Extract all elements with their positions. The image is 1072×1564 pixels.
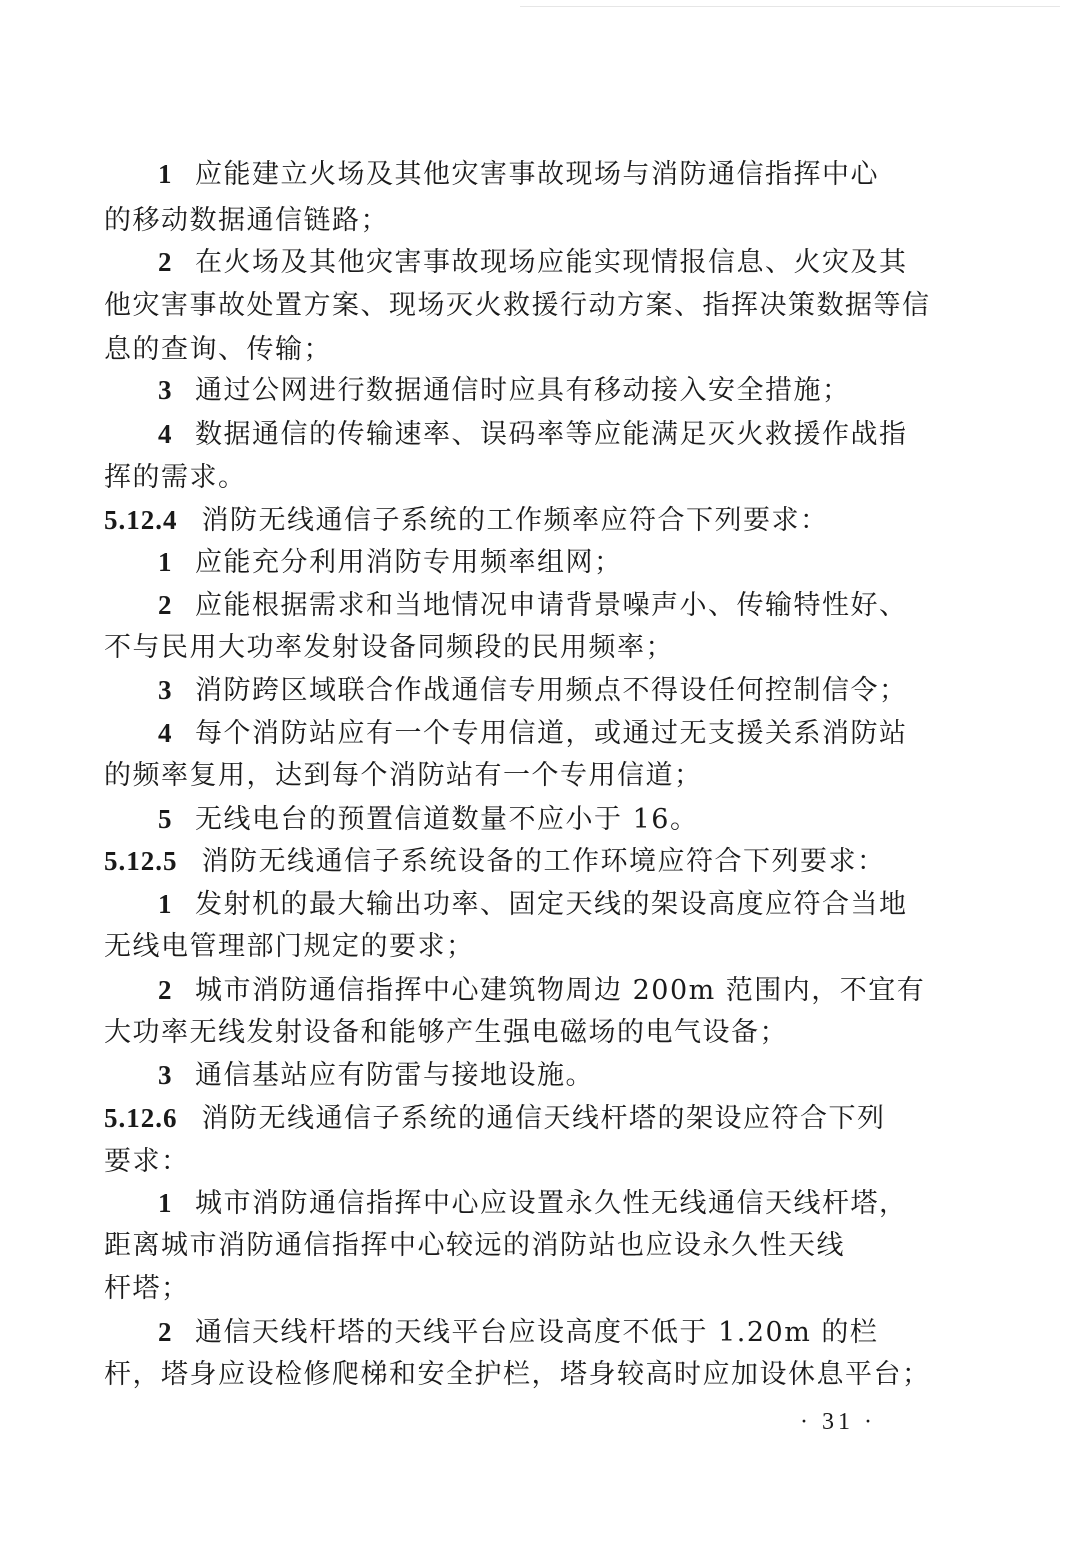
text-line (158, 670, 908, 710)
line-text: 应能根据需求和当地情况申请背景噪声小、传输特性好、 (195, 590, 908, 621)
text-line (158, 242, 908, 282)
line-text: 在火场及其他灾害事故现场应能实现情报信息、火灾及其 (195, 247, 908, 278)
line-text: 消防无线通信子系统设备的工作环境应符合下列要求： (201, 846, 886, 877)
line-text: 杆塔； (104, 1273, 190, 1304)
line-text: 城市消防通信指挥中心应设置永久性无线通信天线杆塔， (195, 1188, 908, 1219)
line-text: 杆，塔身应设检修爬梯和安全护栏，塔身较高时应加设休息平台； (104, 1359, 931, 1390)
line-text: 应能建立火场及其他灾害事故现场与消防通信指挥中心 (195, 159, 879, 190)
item-number: 3 (158, 1060, 173, 1090)
item-number: 2 (158, 590, 173, 620)
text-line (158, 414, 908, 454)
line-text: 不与民用大功率发射设备同频段的民用频率； (104, 632, 674, 663)
line-text: 通信基站应有防雷与接地设施。 (195, 1060, 594, 1091)
line-text: 距离城市消防通信指挥中心较远的消防站也应设永久性天线 (104, 1230, 845, 1261)
clause-heading (104, 500, 829, 540)
text-line (158, 370, 851, 410)
item-number: 3 (158, 375, 173, 405)
text-line (104, 628, 674, 668)
clause-number: 5.12.5 (104, 846, 178, 876)
page-number: · 31 · (800, 1409, 876, 1435)
line-text: 的频率复用，达到每个消防站有一个专用信道； (104, 760, 703, 791)
clause-heading (104, 841, 886, 881)
text-line (158, 1312, 878, 1352)
text-line (104, 1142, 190, 1182)
line-text: 的移动数据通信链路； (104, 205, 389, 236)
line-text: 通过公网进行数据通信时应具有移动接入安全措施； (195, 375, 851, 406)
item-number: 4 (158, 419, 173, 449)
text-line (158, 799, 698, 839)
item-number: 1 (158, 159, 173, 189)
text-line (158, 154, 879, 194)
text-line (158, 970, 925, 1010)
line-text: 大功率无线发射设备和能够产生强电磁场的电气设备； (104, 1017, 788, 1048)
line-text: 每个消防站应有一个专用信道，或通过无支援关系消防站 (195, 718, 908, 749)
text-line (104, 201, 389, 241)
text-line (104, 1269, 190, 1309)
text-line (158, 585, 908, 625)
item-number: 5 (158, 804, 173, 834)
line-text: 他灾害事故处置方案、现场灭火救援行动方案、指挥决策数据等信 (104, 290, 931, 321)
text-line (104, 927, 475, 967)
scan-edge-line (520, 6, 1060, 7)
item-number: 1 (158, 1188, 173, 1218)
text-line (158, 1055, 594, 1095)
text-line (104, 1355, 931, 1395)
text-line (158, 542, 623, 582)
item-number: 1 (158, 547, 173, 577)
line-text: 要求： (104, 1146, 190, 1177)
line-text: 无线电管理部门规定的要求； (104, 931, 475, 962)
line-text: 挥的需求。 (104, 462, 247, 493)
line-text: 城市消防通信指挥中心建筑物周边 200m 范围内，不宜有 (195, 975, 926, 1006)
clause-heading (104, 1098, 886, 1138)
line-text: 消防无线通信子系统的工作频率应符合下列要求： (201, 505, 829, 536)
line-text: 数据通信的传输速率、误码率等应能满足灭火救援作战指 (195, 419, 908, 450)
line-text: 息的查询、传输； (104, 334, 332, 365)
line-text: 消防无线通信子系统的通信天线杆塔的架设应符合下列 (201, 1103, 886, 1134)
item-number: 3 (158, 675, 173, 705)
text-line (104, 1226, 845, 1266)
line-text: 发射机的最大输出功率、固定天线的架设高度应符合当地 (195, 889, 908, 920)
item-number: 4 (158, 718, 173, 748)
text-line (158, 884, 908, 924)
item-number: 1 (158, 889, 173, 919)
text-line (104, 330, 332, 370)
text-line (158, 713, 908, 753)
clause-number: 5.12.6 (104, 1103, 178, 1133)
item-number: 2 (158, 975, 173, 1005)
item-number: 2 (158, 1317, 173, 1347)
line-text: 无线电台的预置信道数量不应小于 16。 (195, 804, 699, 835)
text-line (104, 286, 931, 326)
clause-number: 5.12.4 (104, 505, 178, 535)
text-line (104, 756, 703, 796)
line-text: 通信天线杆塔的天线平台应设高度不低于 1.20m 的栏 (195, 1317, 879, 1348)
text-line (104, 1013, 788, 1053)
text-line (104, 458, 247, 498)
line-text: 应能充分利用消防专用频率组网； (195, 547, 623, 578)
item-number: 2 (158, 247, 173, 277)
text-line (158, 1183, 908, 1223)
line-text: 消防跨区域联合作战通信专用频点不得设任何控制信令； (195, 675, 908, 706)
